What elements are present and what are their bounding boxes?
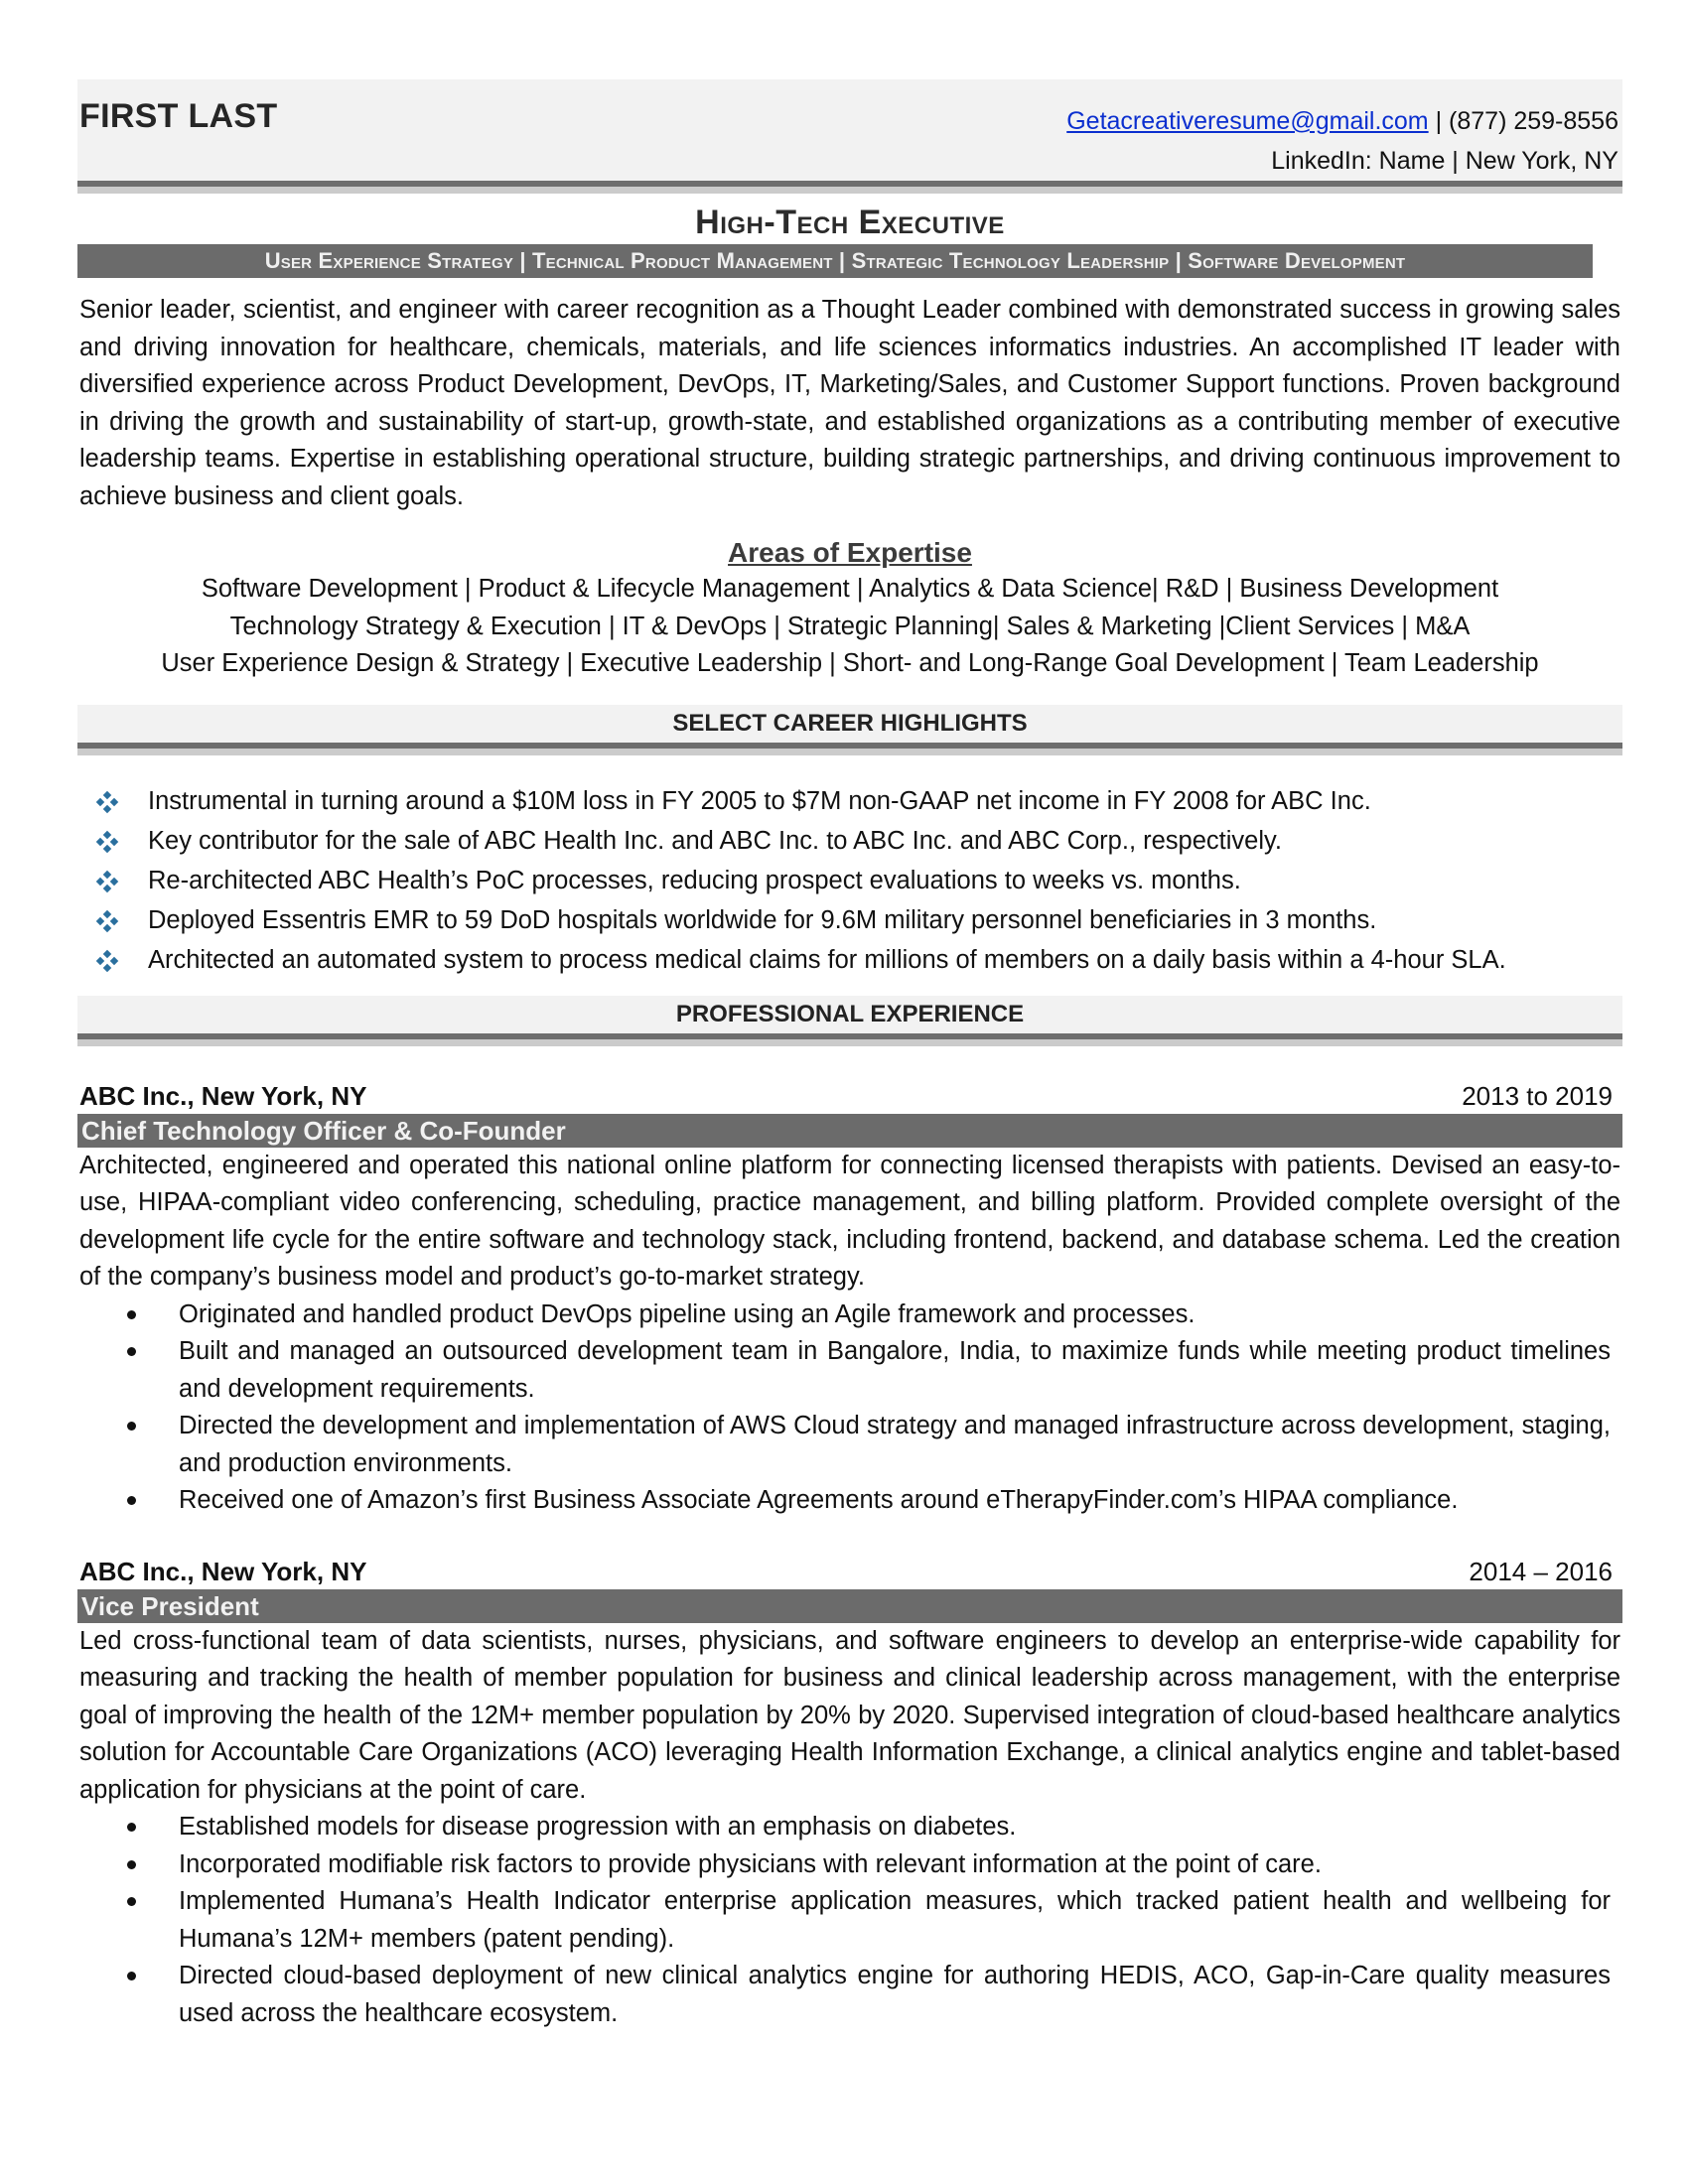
job-company: ABC Inc., New York, NY [79,1080,367,1111]
bullet-text: Incorporated modifiable risk factors to provide physicians with relevant information at the point of care. [179,1849,1322,1878]
job-company: ABC Inc., New York, NY [79,1556,367,1586]
header-rule-light [77,187,1622,194]
diamond-bullet-icon [97,832,117,852]
section-rule-light [77,1039,1622,1046]
highlight-text: Architected an automated system to process medical claims for millions of members on a daily basis within a 4-hour SLA. [148,945,1506,974]
job-bullet [127,1958,1622,2032]
bullet-dot-icon [127,1347,136,1356]
job-header [77,1554,1622,1589]
bullet-dot-icon [127,1972,136,1980]
bullet-text: Implemented Humana’s Health Indicator enterprise application measures, which tracked patient health and wellbeing for Humana’s 12M+ members (patent pending). [179,1887,1611,1953]
experience-section-header [77,996,1622,1046]
expertise-heading: Areas of Expertise [728,537,972,568]
resume-title: High-Tech Executive [695,204,1005,241]
candidate-name: FIRST LAST [79,97,278,135]
summary-paragraph: Senior leader, scientist, and engineer with career recognition as a Thought Leader combined with demonstrated success in growing sales and driving innovation for healthcare, chemicals, materials, and life sciences informatics industries. An accomplished IT leader with diversified experience across Product Development, DevOps, IT, Marketing/Sales, and Customer Support functions. Proven background in driving the growth and sustainability of start-up, growth-state, and established organizations as a contributing member of executive leadership teams. Expertise in establishing operational structure, building strategic partnerships, and driving continuous improvement to achieve business and client goals. [79,296,1620,510]
highlight-item [97,821,1622,861]
bullet-text: Established models for disease progression with an emphasis on diabetes. [179,1813,1017,1841]
resume-page [77,79,1622,2032]
tagline-band: User Experience Strategy | Technical Product Management | Strategic Technology Leadership | Software Development [77,244,1593,278]
resume-header [77,79,1622,181]
highlight-item [97,781,1622,821]
job-dates: 2013 to 2019 [1462,1080,1613,1111]
section-rule-light [77,749,1622,755]
highlight-text: Instrumental in turning around a $10M loss in FY 2005 to $7M non-GAAP net income in FY 2008 for ABC Inc. [148,786,1371,815]
highlights-section-header [77,705,1622,755]
contact-block [1066,101,1618,181]
bullet-text: Originated and handled product DevOps pipeline using an Agile framework and processes. [179,1299,1196,1328]
highlight-item [97,900,1622,940]
highlight-item [97,861,1622,900]
job-bullet [127,1333,1622,1408]
job-bullets [127,1297,1622,1520]
bullet-text: Built and managed an outsourced development team in Bangalore, India, to maximize funds while meeting product timelines and development requirements. [179,1337,1611,1403]
highlight-text: Deployed Essentris EMR to 59 DoD hospitals worldwide for 9.6M military personnel beneficiaries in 3 months. [148,905,1377,934]
bullet-dot-icon [127,1860,136,1869]
diamond-bullet-icon [97,911,117,931]
diamond-bullet-icon [97,872,117,891]
job-description: Architected, engineered and operated this national online platform for connecting licensed therapists with patients. Devised an easy-to-use, HIPAA-compliant video conferencing, scheduling, practice management, and billing platform. Provided complete oversight of the development life cycle for the entire software and technology stack, including frontend, backend, and database schema. Led the creation of the company’s business model and product’s go-to-market strategy. [79,1151,1620,1291]
linkedin-location: LinkedIn: Name | New York, NY [1271,147,1618,175]
bullet-dot-icon [127,1310,136,1319]
bullet-text: Directed cloud-based deployment of new clinical analytics engine for authoring HEDIS, ACO, Gap-in-Care quality measures used across the healthcare ecosystem. [179,1962,1611,2027]
email-link[interactable]: Getacreativeresume@gmail.com [1066,107,1429,135]
job-bullet [127,1297,1622,1334]
diamond-bullet-icon [97,792,117,812]
job-dates: 2014 – 2016 [1469,1556,1613,1586]
bullet-text: Received one of Amazon’s first Business Associate Agreements around eTherapyFinder.com’s HIPAA compliance. [179,1486,1459,1514]
diamond-bullet-icon [97,951,117,971]
bullet-text: Directed the development and implementation of AWS Cloud strategy and managed infrastructure across development, staging, and production environments. [179,1412,1611,1477]
job-bullet [127,1883,1622,1958]
job-role-band: Vice President [77,1589,1622,1623]
highlight-text: Re-architected ABC Health’s PoC processes, reducing prospect evaluations to weeks vs. months. [148,866,1241,894]
expertise-line: User Experience Design & Strategy | Executive Leadership | Short- and Long-Range Goal Development | Team Leadership [161,649,1539,677]
highlights-list [97,781,1622,980]
job-bullet [127,1846,1622,1884]
job-bullet [127,1482,1622,1520]
phone: | (877) 259-8556 [1428,107,1618,135]
experience-heading: PROFESSIONAL EXPERIENCE [77,996,1622,1033]
bullet-dot-icon [127,1422,136,1431]
job-entry [77,1078,1622,1520]
highlight-item [97,940,1622,980]
job-bullet [127,1408,1622,1482]
bullet-dot-icon [127,1897,136,1906]
job-entry [77,1554,1622,2033]
job-description: Led cross-functional team of data scientists, nurses, physicians, and software engineers to develop an enterprise-wide capability for measuring and tracking the health of member population for business and clinical leadership across management, with the enterprise goal of improving the health of the 12M+ member population by 20% by 2020. Supervised integration of cloud-based healthcare analytics solution for Accountable Care Organizations (ACO) leveraging Health Information Exchange, a clinical analytics engine and tablet-based application for physicians at the point of care. [79,1626,1620,1804]
bullet-dot-icon [127,1823,136,1832]
job-role-band: Chief Technology Officer & Co-Founder [77,1114,1622,1148]
bullet-dot-icon [127,1496,136,1505]
job-bullet [127,1809,1622,1846]
expertise-line: Software Development | Product & Lifecycle Management | Analytics & Data Science| R&D | Business Development [201,575,1499,603]
job-bullets [127,1809,1622,2032]
expertise-list [77,571,1622,683]
expertise-line: Technology Strategy & Execution | IT & DevOps | Strategic Planning| Sales & Marketing |Client Services | M&A [229,612,1471,640]
highlight-text: Key contributor for the sale of ABC Health Inc. and ABC Inc. to ABC Inc. and ABC Corp., respectively. [148,826,1282,855]
highlights-heading: SELECT CAREER HIGHLIGHTS [77,705,1622,743]
contact-line-1 [1066,101,1618,141]
job-header [77,1078,1622,1114]
